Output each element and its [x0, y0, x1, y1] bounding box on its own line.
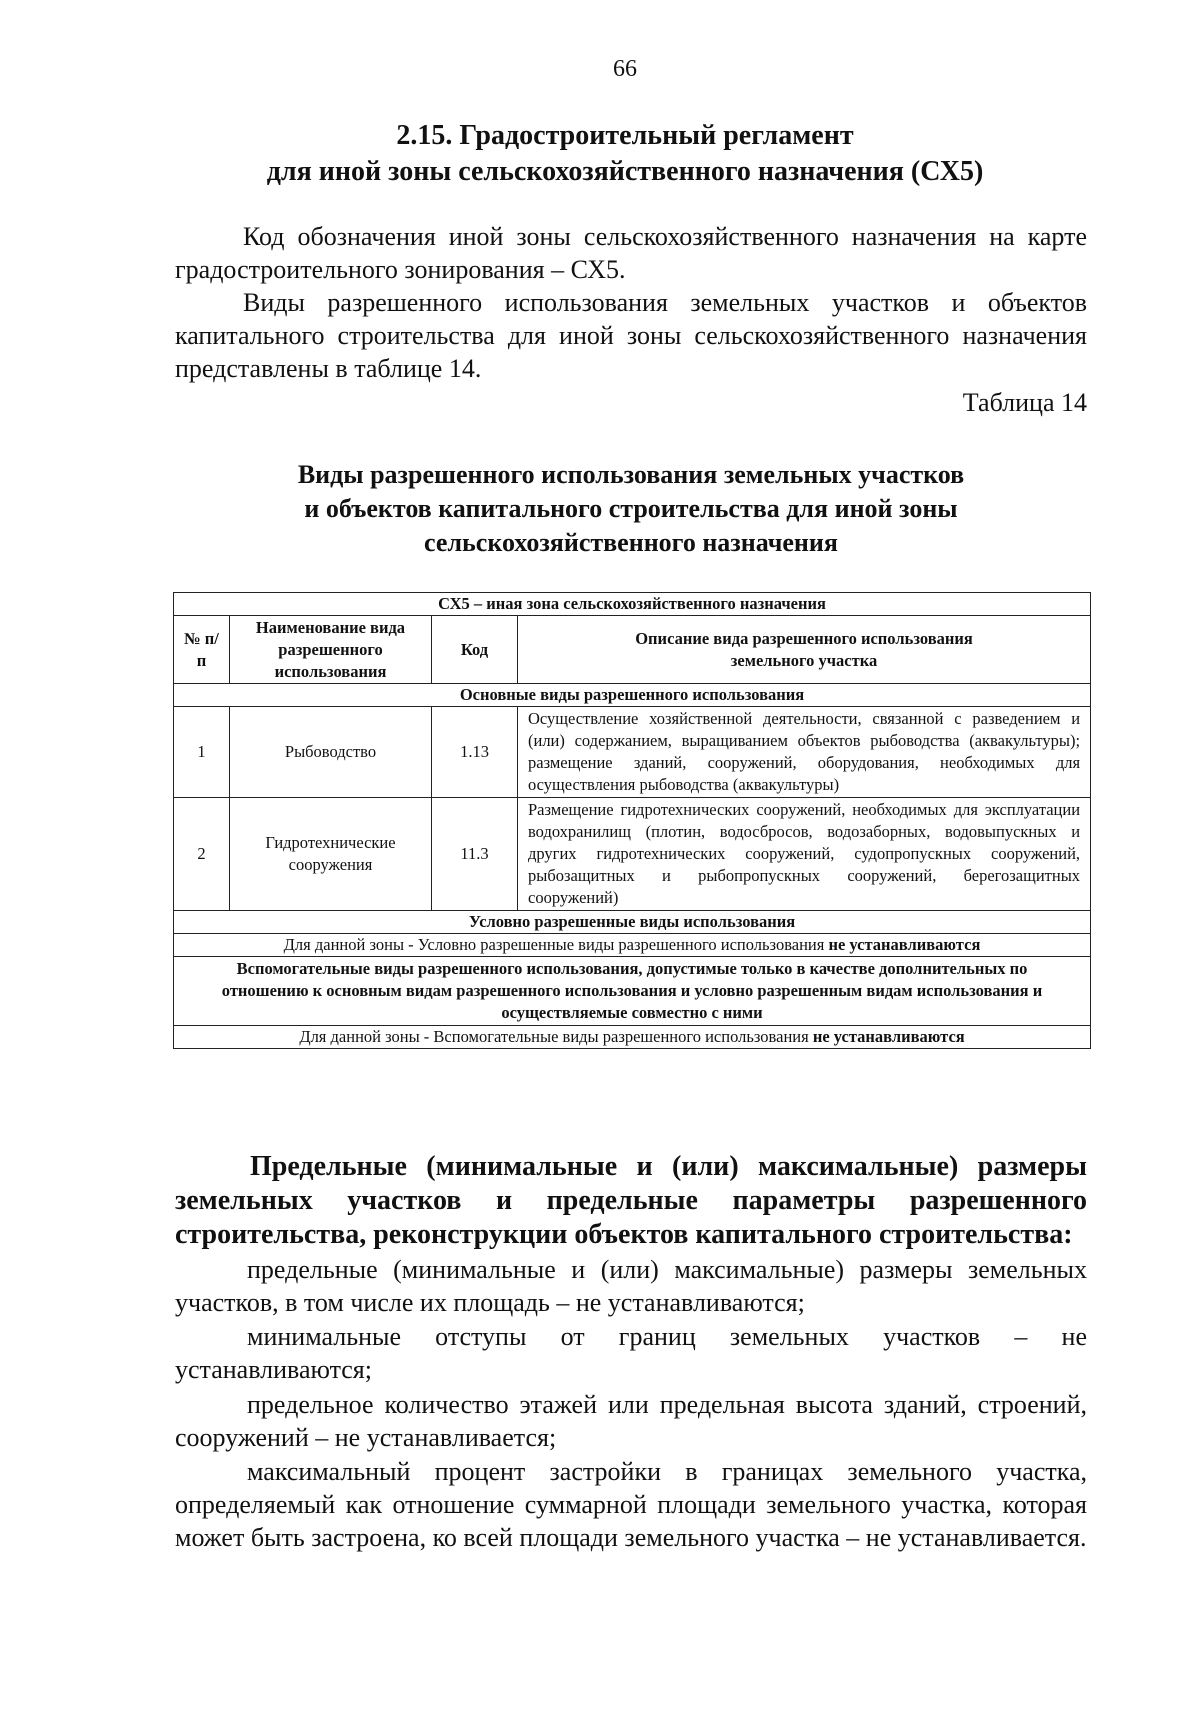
zone-header: СХ5 – иная зона сельскохозяйственного назначения [174, 593, 1091, 616]
conditional-note-text: Для данной зоны - Условно разрешенные виды разрешенного использования [283, 935, 825, 954]
params-title [175, 1150, 1087, 1252]
param-item: предельное количество этажей или предельная высота зданий, строений, сооружений – не устанавливается; [175, 1390, 1087, 1452]
conditional-section-heading: Условно разрешенные виды использования [174, 911, 1091, 934]
column-header-num: № п/п [174, 616, 230, 684]
column-header-code: Код [432, 616, 518, 684]
section-title-line2: для иной зоны сельскохозяйственного назначения (СХ5) [266, 156, 984, 187]
table-title [175, 458, 1087, 560]
table-title-line2: и объектов капитального строительства для иной зоны [304, 494, 958, 523]
intro-paragraph-code: Код обозначения иной зоны сельскохозяйственного назначения на карте градостроительного зонирования – СХ5. [175, 222, 1087, 284]
row-description: Размещение гидротехнических сооружений, необходимых для эксплуатации водохранилищ (плотин, водосбросов, водозаборных, водовыпускных и других гидротехнических сооружений, судопропускных сооружений, рыбозащитных и рыбопропускных сооружений, берегозащитных сооружений) [518, 798, 1091, 911]
conditional-note [174, 934, 1091, 957]
row-num: 1 [174, 707, 230, 798]
row-code: 1.13 [432, 707, 518, 798]
row-code: 11.3 [432, 798, 518, 911]
params-title-text: Предельные (минимальные и (или) максимальные) размеры земельных участков и предельные параметры разрешенного строительства, реконструкции объектов капитального строительства: [175, 1151, 1087, 1250]
auxiliary-section-row [174, 957, 1091, 1026]
row-name: Гидротехнические сооружения [230, 798, 432, 911]
row-num: 2 [174, 798, 230, 911]
table-row [174, 707, 1091, 798]
auxiliary-note-emphasis: не устанавливаются [812, 1027, 965, 1046]
param-item: максимальный процент застройки в границах земельного участка, определяемый как отношение суммарной площади земельного участка, которая может быть застроена, ко всей площади земельного участка – не устанавливается. [175, 1457, 1087, 1552]
conditional-note-emphasis: не устанавливаются [828, 935, 981, 954]
zone-header-row [174, 593, 1091, 616]
section-title [175, 118, 1075, 190]
param-item: предельные (минимальные и (или) максимальные) размеры земельных участков, в том числе их площадь – не устанавливаются; [175, 1255, 1087, 1317]
table-title-line1: Виды разрешенного использования земельных участков [297, 460, 965, 489]
intro-paragraph-types: Виды разрешенного использования земельных участков и объектов капитального строительства для иной зоны сельскохозяйственного назначения представлены в таблице 14. [175, 288, 1087, 383]
main-section-row [174, 684, 1091, 707]
row-description: Осуществление хозяйственной деятельности, связанной с разведением и (или) содержанием, выращиванием объектов рыбоводства (аквакультуры); размещение зданий, сооружений, оборудования, необходимых для осуществления рыбоводства (аквакультуры) [518, 707, 1091, 798]
section-title-line1: 2.15. Градостроительный регламент [396, 120, 854, 151]
land-use-table [173, 592, 1091, 1049]
auxiliary-note [174, 1026, 1091, 1049]
table-title-line3: сельскохозяйственного назначения [424, 528, 838, 557]
auxiliary-note-row [174, 1026, 1091, 1049]
column-header-name: Наименование вида разрешенного использования [230, 616, 432, 684]
table-row [174, 798, 1091, 911]
param-item: минимальные отступы от границ земельных участков – не устанавливаются; [175, 1322, 1087, 1384]
conditional-note-row [174, 934, 1091, 957]
column-header-description: Описание вида разрешенного использования земельного участка [518, 616, 1091, 684]
conditional-section-row [174, 911, 1091, 934]
main-section-heading: Основные виды разрешенного использования [174, 684, 1091, 707]
row-name: Рыбоводство [230, 707, 432, 798]
column-header-row [174, 616, 1091, 684]
auxiliary-note-text: Для данной зоны - Вспомогательные виды разрешенного использования [299, 1027, 809, 1046]
page-number: 66 [613, 56, 637, 82]
table-label: Таблица 14 [962, 388, 1087, 417]
auxiliary-section-heading: Вспомогательные виды разрешенного использования, допустимые только в качестве дополнительных по отношению к основным видам разрешенного использования и условно разрешенным видам использования и осуществляемые совместно с ними [174, 957, 1091, 1026]
